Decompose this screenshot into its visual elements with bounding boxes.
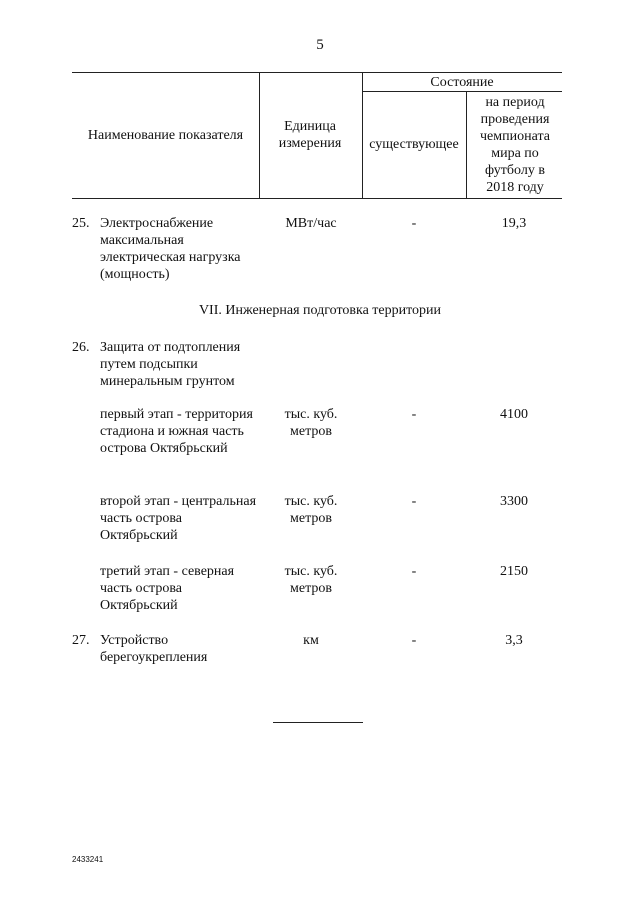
row-target: 3,3 [505,633,523,648]
row-unit: тыс. куб. метров [284,407,338,439]
row-target: 3300 [500,494,528,509]
header-bottom-line [72,198,562,199]
col-divider-1 [259,72,260,198]
row-name: третий этап - северная часть острова Октябрьский [100,564,235,613]
row-unit: км [303,633,319,648]
row-number: 26. [72,340,90,355]
row-current: - [411,494,417,509]
header-target: на период проведения чемпионата мира по футболу в 2018 году [480,95,550,195]
col-divider-3 [466,91,467,198]
header-state: Состояние [430,75,494,90]
header-current: существующее [369,137,459,152]
row-current: - [411,633,417,648]
page-number: 5 [316,37,324,53]
row-current: - [411,407,417,422]
header-top-line [72,72,562,73]
header-unit: Единица измерения [278,119,342,151]
row-name: Устройство берегоукрепления [100,633,208,665]
row-name: Защита от подтопления путем подсыпки минеральным грунтом [100,340,241,389]
document-code: 2433241 [72,855,104,864]
header-name: Наименование показателя [87,128,244,143]
state-divider-line [362,91,562,92]
row-target: 4100 [500,407,528,422]
row-current: - [411,216,417,231]
row-unit: тыс. куб. метров [284,494,338,526]
section-title: VII. Инженерная подготовка территории [198,303,442,318]
row-current: - [411,564,417,579]
row-unit: тыс. куб. метров [284,564,338,596]
row-number: 25. [72,216,90,231]
row-number: 27. [72,633,90,648]
row-name: Электроснабжение максимальная электрическая нагрузка (мощность) [100,216,241,282]
row-unit: МВт/час [285,216,337,231]
row-target: 2150 [500,564,528,579]
row-name: второй этап - центральная часть острова Октябрьский [100,494,257,543]
end-divider [273,722,363,723]
row-target: 19,3 [501,216,527,231]
row-name: первый этап - территория стадиона и южная часть острова Октябрьский [100,407,253,456]
